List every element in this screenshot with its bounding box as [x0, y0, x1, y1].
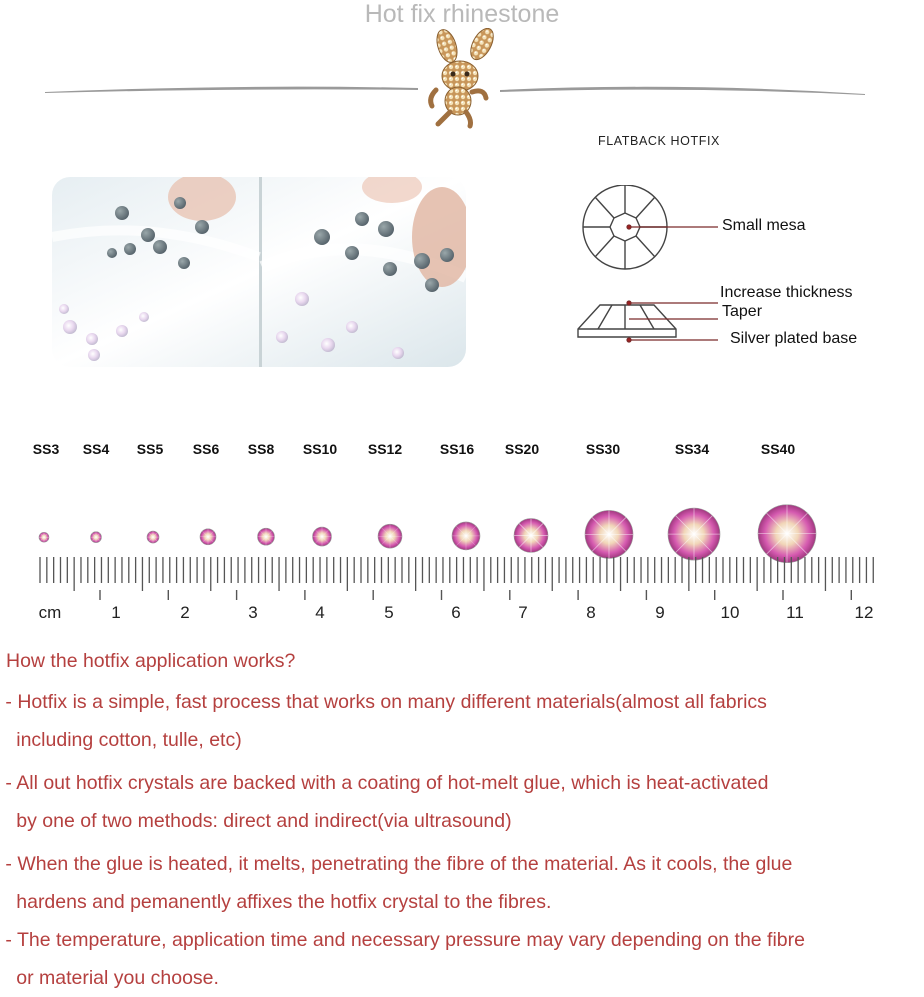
size-label: SS16 [439, 441, 475, 457]
label-increase-thickness: Increase thickness [720, 284, 853, 301]
ruler-number: 4 [315, 603, 325, 622]
ruler-ticks [40, 557, 873, 600]
ruler-number: 6 [451, 603, 461, 622]
bullet-line: - All out hotfix crystals are backed with a coating of hot-melt glue, which is heat-activated [0, 772, 769, 794]
ruler-number: 5 [384, 603, 394, 622]
bunny-logo-icon [412, 28, 512, 130]
bullet-line: including cotton, tulle, etc) [0, 729, 242, 751]
diagram-heading: FLATBACK HOTFIX [598, 134, 720, 148]
hotfix-photo-panel [52, 177, 466, 367]
crystal-sizes [39, 505, 816, 563]
size-label: SS40 [760, 441, 796, 457]
bullet-line: - When the glue is heated, it melts, penetrating the fibre of the material. As it cools, the glue [0, 853, 793, 875]
size-label: SS34 [674, 441, 710, 457]
crystal-side-view-icon [578, 305, 676, 337]
bullet-line: - Hotfix is a simple, fast process that works on many different materials(almost all fabrics [0, 691, 767, 713]
size-label: SS5 [136, 441, 164, 457]
size-label: SS30 [585, 441, 621, 457]
size-label: SS12 [367, 441, 403, 457]
ruler-unit: cm [38, 603, 62, 622]
bullet-line: - The temperature, application time and necessary pressure may vary depending on the fibre [0, 929, 805, 951]
bullet-line: hardens and pemanently affixes the hotfix crystal to the fibres. [0, 891, 552, 913]
ruler-number: 10 [720, 603, 740, 622]
instructions [0, 642, 924, 997]
size-label: SS8 [247, 441, 275, 457]
ruler-number: 3 [248, 603, 258, 622]
ruler-number: 11 [786, 603, 804, 622]
page-title: Hot fix rhinestone [364, 0, 560, 28]
label-small-mesa: Small mesa [722, 217, 806, 234]
ruler-number: 2 [180, 603, 190, 622]
size-label: SS4 [82, 441, 110, 457]
size-label: SS20 [504, 441, 540, 457]
question-heading: How the hotfix application works? [6, 650, 296, 672]
size-label: SS3 [32, 441, 60, 457]
bullet-line: or material you choose. [0, 967, 219, 989]
size-label: SS10 [302, 441, 338, 457]
label-silver-base: Silver plated base [730, 330, 858, 347]
flatback-diagram [570, 185, 730, 355]
ruler-number: 12 [854, 603, 874, 622]
label-taper: Taper [722, 303, 763, 320]
ruler-number: 1 [111, 603, 121, 622]
size-ruler-graphic [0, 480, 924, 600]
bullet-line: by one of two methods: direct and indirect(via ultrasound) [0, 810, 512, 832]
ruler-number: 9 [655, 603, 665, 622]
hotfix-crystals-photo [52, 177, 466, 367]
ruler-number: 8 [586, 603, 596, 622]
ruler-number: 7 [518, 603, 528, 622]
size-label: SS6 [192, 441, 220, 457]
